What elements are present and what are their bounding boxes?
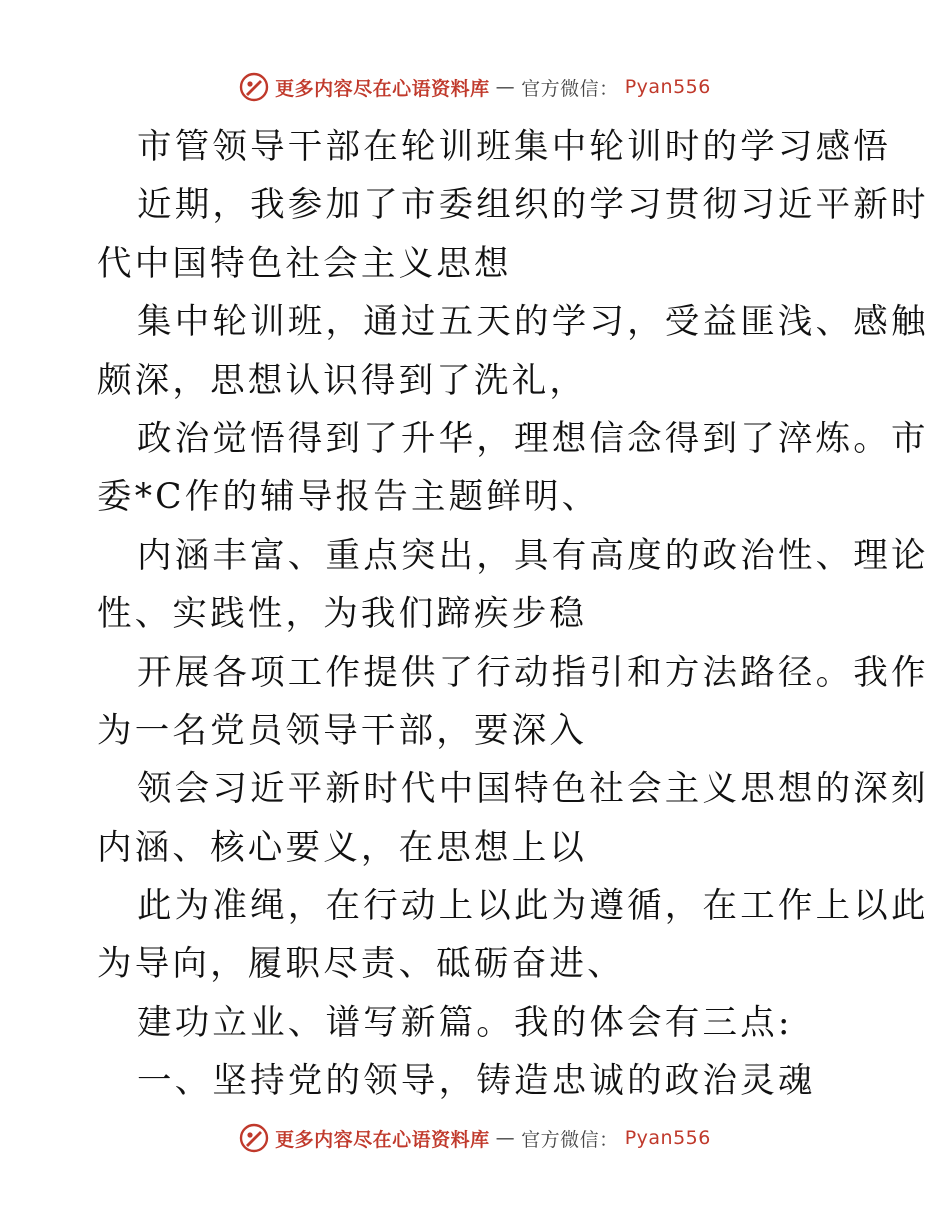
text-line: 为一名党员领导干部，要深入	[97, 710, 588, 751]
watermark-wechat-id: Pyan556	[624, 1127, 711, 1149]
text-line: 颇深，思想认识得到了洗礼，	[97, 360, 588, 401]
text-line: 建功立业、谱写新篇。我的体会有三点:	[137, 1002, 793, 1043]
watermark-brand: 更多内容尽在心语资料库	[275, 1128, 490, 1151]
header-watermark	[0, 72, 950, 102]
watermark-wechat-label: 官方微信：	[521, 1128, 619, 1151]
text-line: 内涵、核心要义，在思想上以	[97, 827, 588, 868]
document-body	[97, 118, 929, 1111]
text-line: 内涵丰富、重点突出，具有高度的政治性、理论	[137, 535, 929, 576]
text-line: 此为准绳，在行动上以此为遵循，在工作上以此	[137, 886, 929, 927]
text-line: 集中轮训班，通过五天的学习，受益匪浅、感触	[137, 302, 929, 343]
text-line: 一、坚持党的领导，铸造忠诚的政治灵魂	[137, 1061, 816, 1102]
footer-watermark	[0, 1123, 950, 1153]
text-line: 政治觉悟得到了升华，理想信念得到了淬炼。市	[137, 418, 929, 459]
watermark-dash: —	[495, 76, 516, 98]
text-line: 开展各项工作提供了行动指引和方法路径。我作	[137, 652, 929, 693]
text-line: 近期，我参加了市委组织的学习贯彻习近平新时	[137, 185, 929, 226]
text-line: 委*C作的辅导报告主题鲜明、	[97, 477, 600, 518]
watermark-dash: —	[495, 1127, 516, 1149]
watermark-wechat-label: 官方微信：	[521, 77, 619, 100]
quill-logo-icon	[239, 1123, 269, 1153]
watermark-wechat-id: Pyan556	[624, 76, 711, 98]
text-line: 代中国特色社会主义思想	[97, 243, 512, 284]
text-line: 性、实践性，为我们蹄疾步稳	[97, 594, 588, 635]
watermark-brand: 更多内容尽在心语资料库	[275, 77, 490, 100]
text-line: 领会习近平新时代中国特色社会主义思想的深刻	[137, 769, 929, 810]
text-line: 为导向，履职尽责、砥砺奋进、	[97, 944, 625, 985]
quill-logo-icon	[239, 72, 269, 102]
document-title: 市管领导干部在轮训班集中轮训时的学习感悟	[137, 127, 891, 167]
